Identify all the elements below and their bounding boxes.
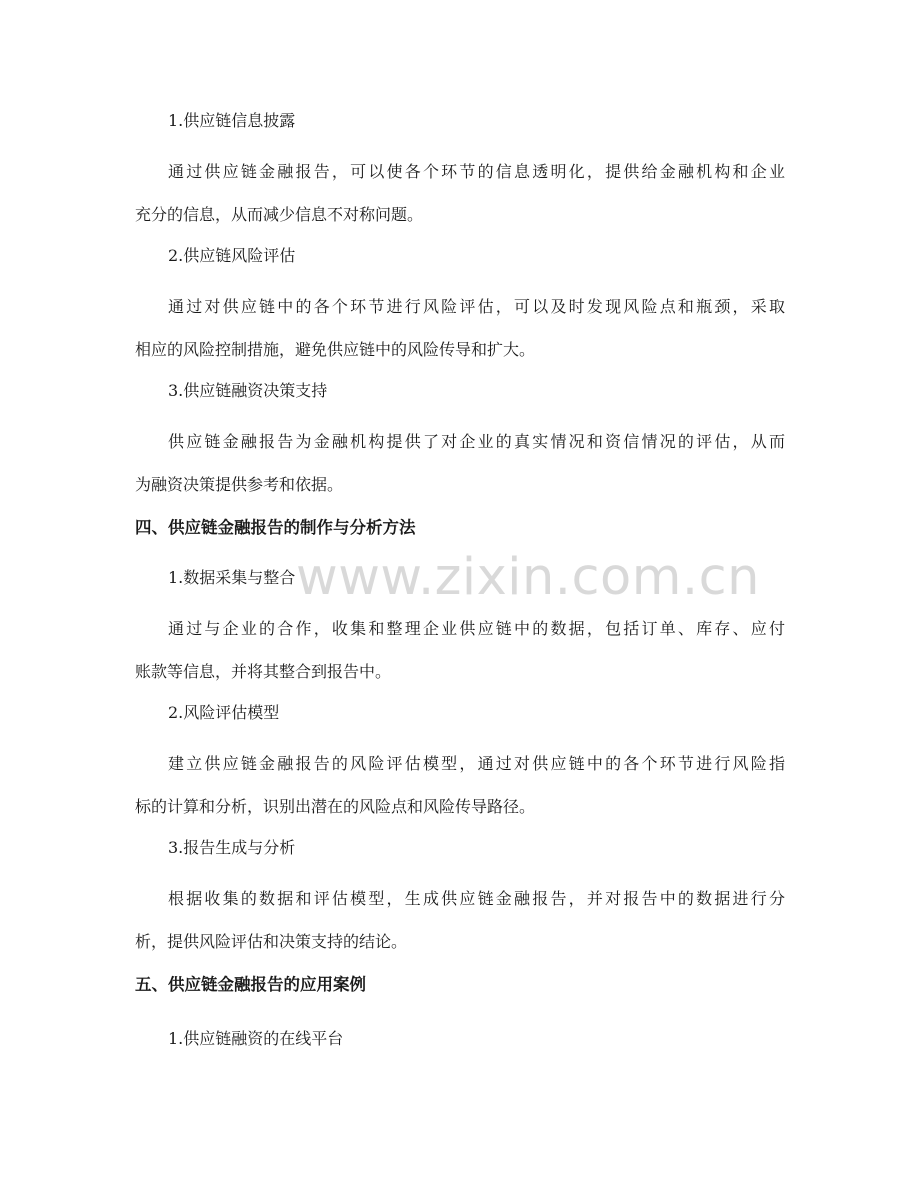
paragraph-line: 析，提供风险评估和决策支持的结论。 <box>135 932 408 951</box>
section-heading: 四、供应链金融报告的制作与分析方法 <box>135 518 416 537</box>
paragraph <box>135 607 785 693</box>
paragraph-line: 根据收集的数据和评估模型，生成供应链金融报告，并对报告中的数据进行分 <box>168 889 785 908</box>
paragraph <box>135 420 785 506</box>
item-title: 1.数据采集与整合 <box>168 568 296 587</box>
paragraph <box>135 742 785 828</box>
paragraph <box>135 150 785 236</box>
item-title: 2.供应链风险评估 <box>168 246 296 265</box>
paragraph-line: 为融资决策提供参考和依据。 <box>135 475 344 494</box>
watermark: www.zixin.com.cn <box>296 548 760 607</box>
item-title: 1.供应链融资的在线平台 <box>168 1029 344 1048</box>
paragraph-line: 通过供应链金融报告，可以使各个环节的信息透明化，提供给金融机构和企业 <box>168 162 785 181</box>
section-heading: 五、供应链金融报告的应用案例 <box>135 975 366 994</box>
paragraph-line: 标的计算和分析，识别出潜在的风险点和风险传导路径。 <box>135 797 536 816</box>
item-title: 3.报告生成与分析 <box>168 838 296 857</box>
paragraph-line: 相应的风险控制措施，避免供应链中的风险传导和扩大。 <box>135 340 536 359</box>
item-title: 2.风险评估模型 <box>168 703 280 722</box>
item-title: 3.供应链融资决策支持 <box>168 381 328 400</box>
paragraph-line: 充分的信息，从而减少信息不对称问题。 <box>135 205 424 224</box>
paragraph <box>135 285 785 371</box>
paragraph-line: 建立供应链金融报告的风险评估模型，通过对供应链中的各个环节进行风险指 <box>168 754 785 773</box>
paragraph-line: 供应链金融报告为金融机构提供了对企业的真实情况和资信情况的评估，从而 <box>168 432 785 451</box>
paragraph-line: 通过与企业的合作，收集和整理企业供应链中的数据，包括订单、库存、应付 <box>168 619 785 638</box>
paragraph <box>135 877 785 963</box>
paragraph-line: 账款等信息，并将其整合到报告中。 <box>135 662 392 681</box>
paragraph-line: 通过对供应链中的各个环节进行风险评估，可以及时发现风险点和瓶颈，采取 <box>168 297 785 316</box>
item-title: 1.供应链信息披露 <box>168 111 296 130</box>
